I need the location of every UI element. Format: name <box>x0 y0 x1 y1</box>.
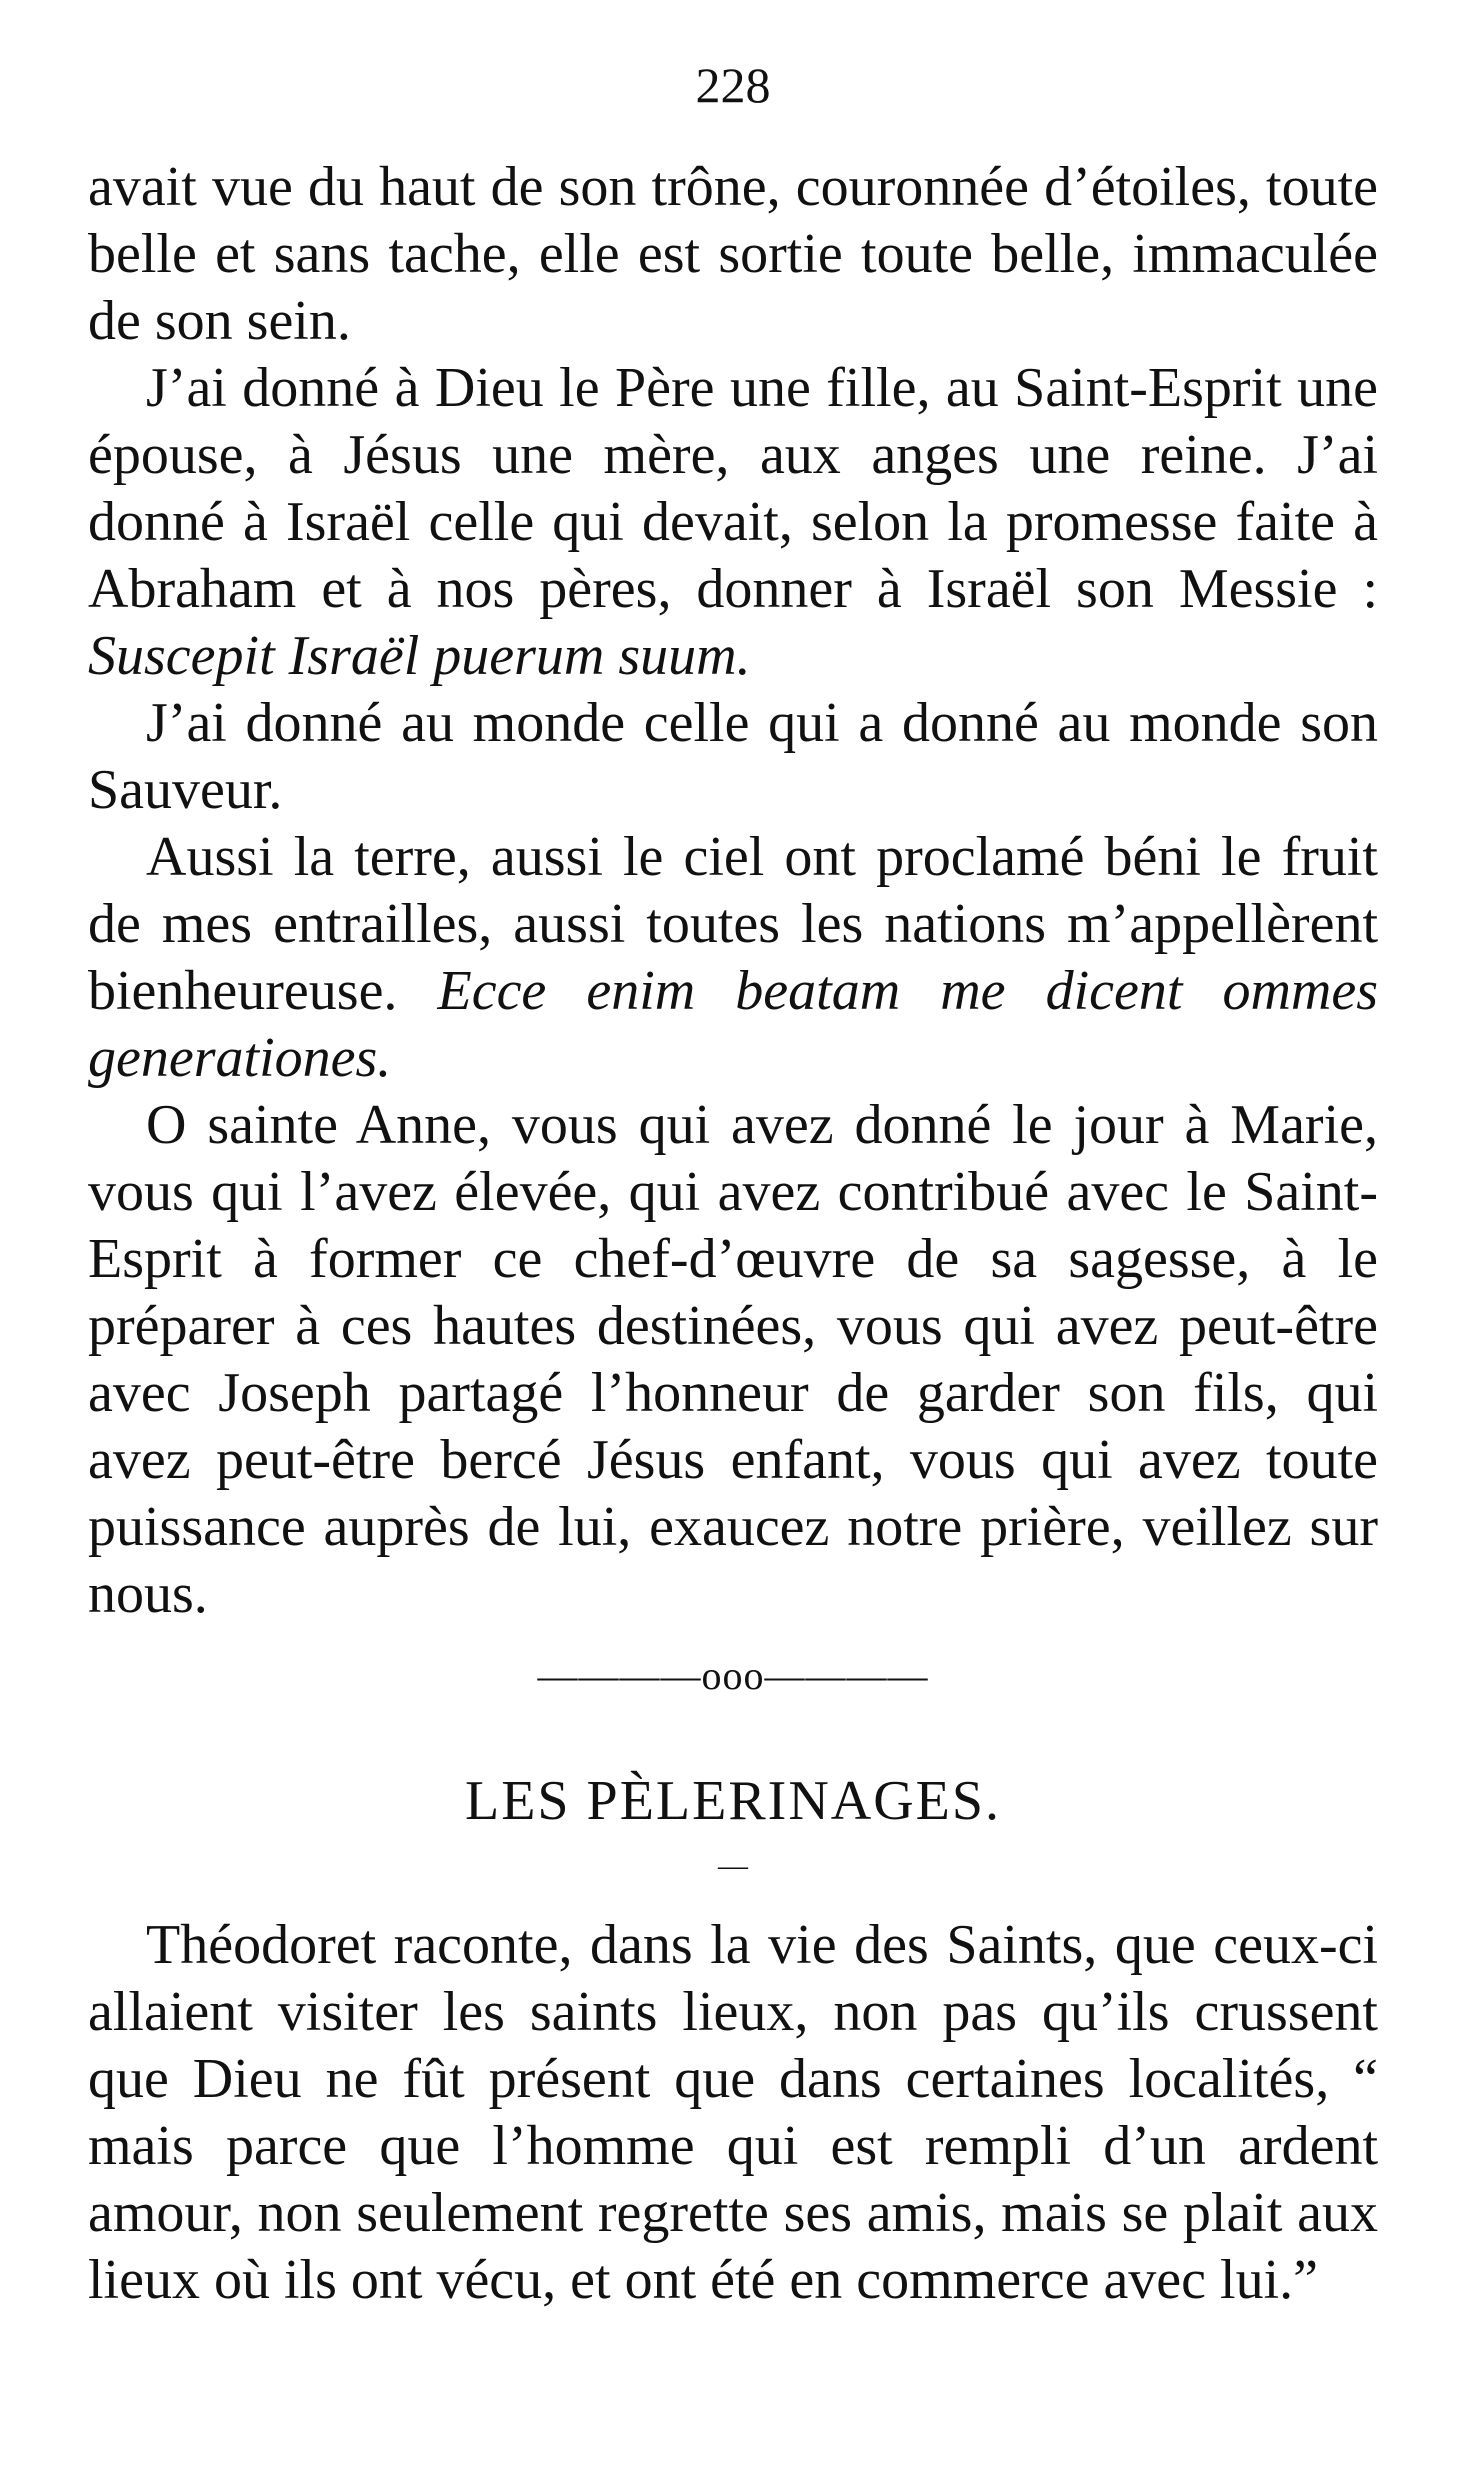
paragraph-text: Théodoret raconte, dans la vie des Saints, que ceux-ci allaient visiter les saints lieux, non pas qu’ils crussent que Dieu ne fût présent que dans certaines localités, “ mais parce que l’homme qui est rempli d’un ardent amour, non seulement regrette ses amis, mais se plait aux lieux où ils ont vécu, et ont été en commerce avec lui.” <box>88 1914 1378 2311</box>
paragraph-continuation <box>88 154 1378 355</box>
latin-quote: Ecce enim beatam me dicent ommes generationes. <box>88 960 1379 1089</box>
paragraph-savior <box>88 690 1378 824</box>
paragraph-text: Aussi la terre, aussi le ciel ont proclamé béni le fruit de mes entrailles, aussi toutes les nations m’appellèrent bienheureuse. <box>88 826 1378 1022</box>
page-number: 228 <box>695 57 771 113</box>
book-page <box>88 50 1378 2314</box>
paragraph-text: J’ai donné au monde celle qui a donné au monde son Sauveur. <box>88 692 1378 821</box>
paragraph-blessed <box>88 824 1378 1092</box>
paragraph-text: avait vue du haut de son trône, couronnée d’étoiles, toute belle et sans tache, elle est sortie toute belle, immaculée de son sein. <box>88 156 1378 352</box>
section-separator: ————ooo———— <box>537 1653 929 1698</box>
paragraph-pilgrimages <box>88 1912 1378 2314</box>
paragraph-text: J’ai donné à Dieu le Père une fille, au Saint-Esprit une épouse, à Jésus une mère, aux anges une reine. J’ai donné à Israël celle qui devait, selon la promesse faite à Abraham et à nos pères, donner à Israël son Messie : <box>88 357 1378 620</box>
heading-ornament: — <box>718 1849 748 1882</box>
paragraph-prayer <box>88 1092 1378 1628</box>
latin-quote: Suscepit Israël puerum suum. <box>88 625 751 687</box>
paragraph-text: O sainte Anne, vous qui avez donné le jour à Marie, vous qui l’avez élevée, qui avez contribué avec le Saint-Esprit à former ce chef-d’œuvre de sa sagesse, à le préparer à ces hautes destinées, vous qui avez peut-être avec Joseph partagé l’honneur de garder son fils, qui avez peut-être bercé Jésus enfant, vous qui avez toute puissance auprès de lui, exaucez notre prière, veillez sur nous. <box>88 1094 1378 1625</box>
paragraph-daughter <box>88 355 1378 690</box>
section-heading: LES PÈLERINAGES. <box>465 1770 1001 1832</box>
